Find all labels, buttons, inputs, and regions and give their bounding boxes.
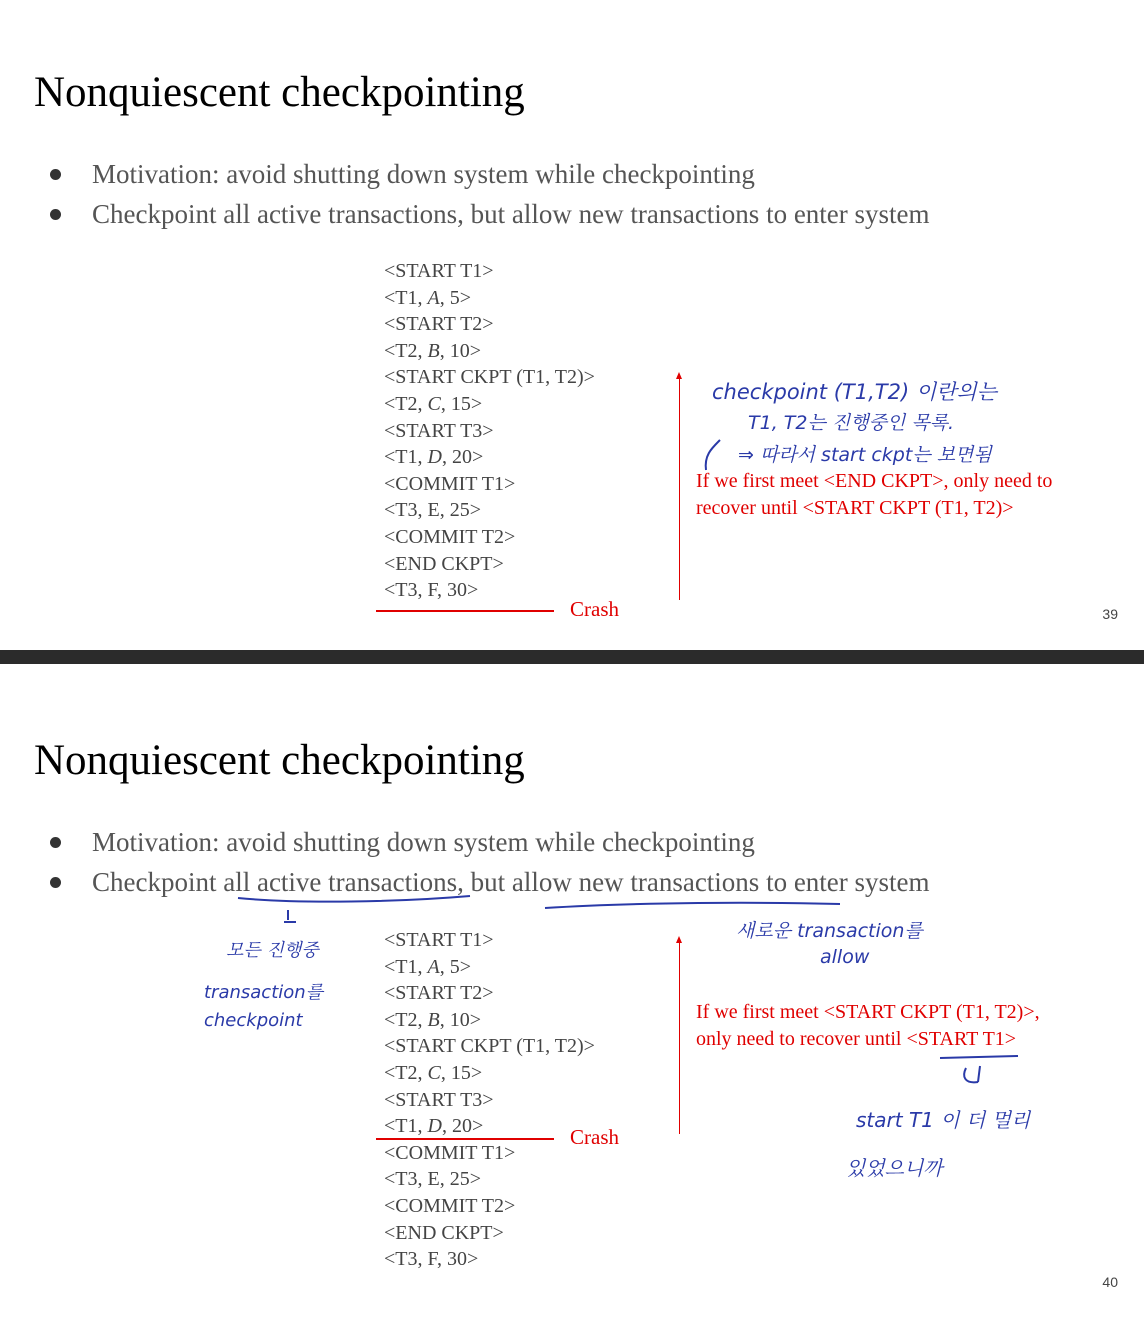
crash-label: Crash xyxy=(570,1125,619,1149)
log-record: <START T3> xyxy=(384,1088,494,1111)
handwritten-note-line: 모든 진행중 xyxy=(226,940,319,961)
crash-label: Crash xyxy=(570,597,619,621)
page-number: 40 xyxy=(1102,1274,1118,1290)
log-record: <T3, F, 30> xyxy=(384,579,479,602)
handwritten-note-line: start T1 이 더 멀리 xyxy=(856,1108,1031,1132)
handwritten-note-line: ⇒ 따라서 start ckpt는 보면됨 xyxy=(738,444,992,466)
slide-divider xyxy=(0,650,1144,664)
log-record: <START CKPT (T1, T2)> xyxy=(384,1035,595,1058)
bullet-item: Motivation: avoid shutting down system while checkpointing xyxy=(40,822,930,862)
log-record: <T3, E, 25> xyxy=(384,1168,481,1191)
slide-39 xyxy=(0,0,1144,650)
handwritten-note-line: checkpoint (T1,T2) 이란의는 xyxy=(712,380,997,404)
log-record: <T1, D, 20> xyxy=(384,1115,484,1138)
log-record: <START T3> xyxy=(384,419,494,442)
page-number: 39 xyxy=(1102,606,1118,622)
log-record: <START T1> xyxy=(384,260,494,282)
slide-40 xyxy=(0,664,1144,1320)
handwritten-note-line: 있었으니까 xyxy=(846,1156,943,1180)
log-record: <START T1> xyxy=(384,929,494,951)
recovery-note: If we first meet <START CKPT (T1, T2)>, only need to recover until <START T1> xyxy=(696,1001,1040,1050)
log-record: <T2, B, 10> xyxy=(384,1008,481,1031)
handwritten-arrow-icon xyxy=(0,0,1144,650)
log-record: <T3, E, 25> xyxy=(384,499,481,522)
bullet-item: Checkpoint all active transactions, but allow new transactions to enter system xyxy=(40,194,930,234)
log-record: <T2, B, 10> xyxy=(384,339,481,362)
log-record: <T1, A, 5> xyxy=(384,286,471,309)
log-record: <T3, F, 30> xyxy=(384,1248,479,1271)
log-record: <T1, D, 20> xyxy=(384,446,484,469)
recovery-note: If we first meet <END CKPT>, only need to recover until <START CKPT (T1, T2)> xyxy=(696,470,1053,519)
log-record: <COMMIT T1> xyxy=(384,472,516,495)
log-record: <T1, A, 5> xyxy=(384,955,471,978)
log-record: <START T2> xyxy=(384,982,494,1005)
log-record: <START T2> xyxy=(384,313,494,336)
bullet-item: Motivation: avoid shutting down system while checkpointing xyxy=(40,154,930,194)
handwritten-note-line: T1, T2는 진행중인 목록. xyxy=(748,412,955,434)
log-record: <END CKPT> xyxy=(384,552,504,575)
log-record: <COMMIT T2> xyxy=(384,1194,516,1217)
log-record: <COMMIT T1> xyxy=(384,1141,516,1164)
log-record: <T2, C, 15> xyxy=(384,392,483,415)
log-record: <START CKPT (T1, T2)> xyxy=(384,366,595,389)
bullet-item: Checkpoint all active transactions, but allow new transactions to enter system xyxy=(40,862,930,902)
log-record: <T2, C, 15> xyxy=(384,1061,483,1084)
slide-title: Nonquiescent checkpointing xyxy=(34,69,525,116)
handwritten-underline-icon xyxy=(0,664,1144,1320)
log-record: <COMMIT T2> xyxy=(384,525,516,548)
handwritten-note-line: 새로운 transaction를 xyxy=(736,920,923,942)
handwritten-note-line: checkpoint xyxy=(204,1010,303,1031)
handwritten-note-line: transaction를 xyxy=(204,982,324,1003)
handwritten-note-line: allow xyxy=(820,946,870,968)
log-record: <END CKPT> xyxy=(384,1221,504,1244)
slide-title: Nonquiescent checkpointing xyxy=(34,737,525,784)
